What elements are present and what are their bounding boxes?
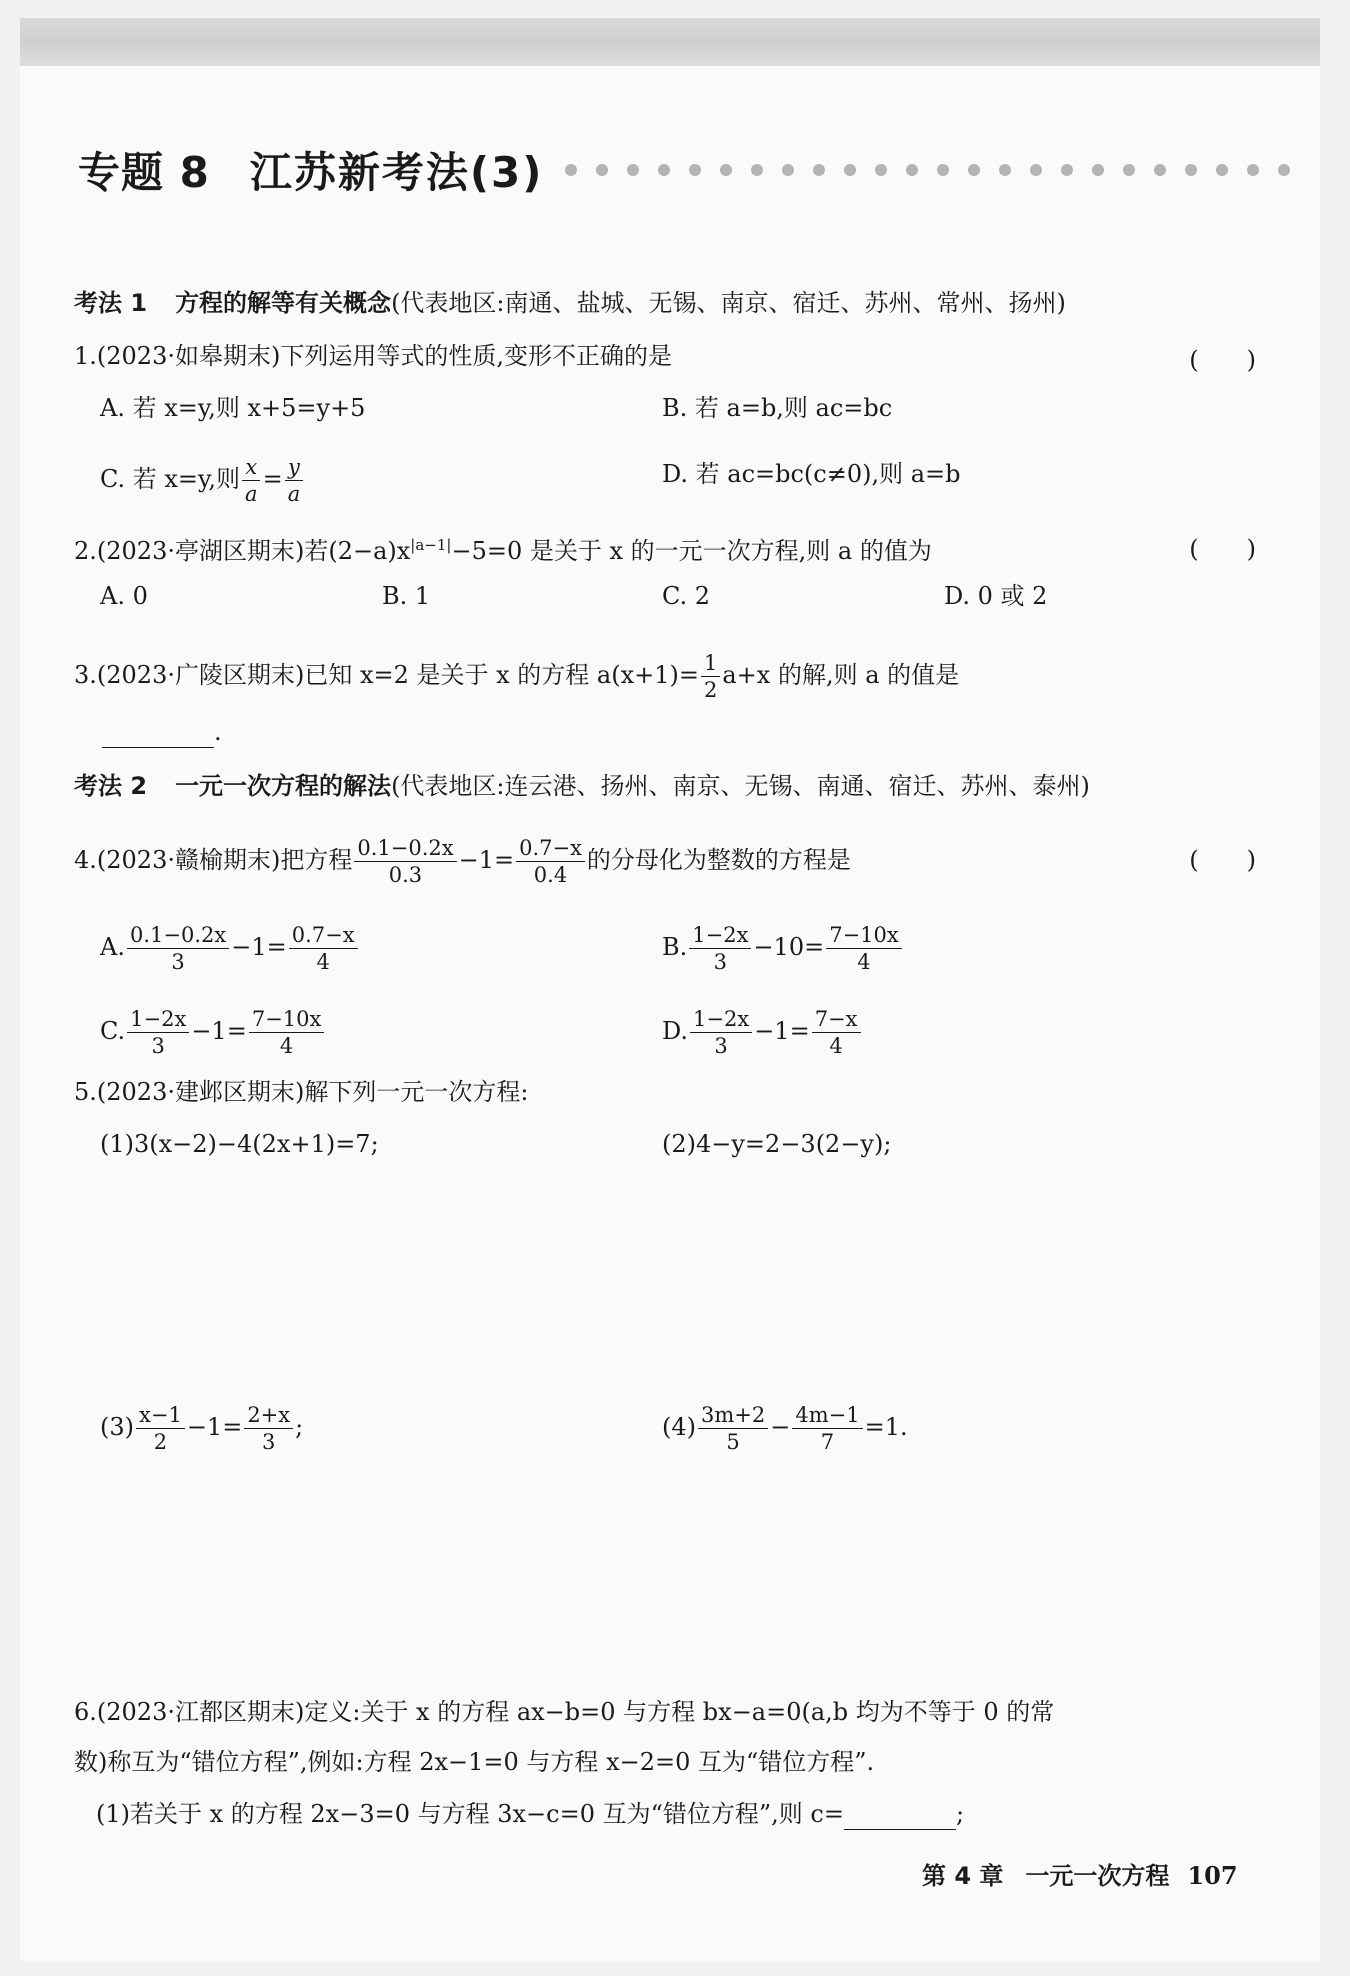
chapter-title: 一元一次方程 [1025,1862,1170,1890]
section-name: 方程的解等有关概念 [175,289,392,317]
question-6-line-2: 数)称互为“错位方程”,例如:方程 2x−1=0 与方程 x−2=0 互为“错位方程”. [74,1748,875,1776]
fraction: $\frac{2+x}{3}$ [244,1402,293,1455]
fraction: $\frac{4m-1}{7}$ [792,1402,862,1455]
question-6-part-1: (1)若关于 x 的方程 2x−3=0 与方程 3x−c=0 互为“错位方程”,则 c= ; [96,1800,965,1828]
q4-option-a[interactable]: A. $\frac{0.1-0.2x}{3}$ −1= $\frac{0.7-x}{4}$ [100,922,360,975]
q4-option-b[interactable]: B. $\frac{1-2x}{3}$ −10= $\frac{7-10x}{4}$ [662,922,904,975]
question-1-stem: 1.(2023·如皋期末)下列运用等式的性质,变形不正确的是 [74,342,672,370]
q1-option-b[interactable]: B. 若 a=b,则 ac=bc [662,394,893,422]
question-5-stem: 5.(2023·建邺区期末)解下列一元一次方程: [74,1078,529,1106]
q1-option-c-text: C. 若 x=y,则 [100,465,241,493]
fraction: $\frac{0.1-0.2x}{3}$ [127,922,229,975]
answer-paren-q1[interactable]: ( ) [1189,346,1256,374]
section-regions: (代表地区:南通、盐城、无锡、南京、宿迁、苏州、常州、扬州) [391,289,1066,317]
question-3-stem: 3.(2023·广陵区期末)已知 x=2 是关于 x 的方程 a(x+1)= $\frac{1}{2}$ a+x 的解,则 a 的值是 [74,651,960,702]
exponent: |a−1| [410,536,452,554]
answer-blank[interactable] [844,1805,956,1830]
answer-blank[interactable] [102,723,214,748]
q5-part-4: (4) $\frac{3m+2}{5}$ − $\frac{4m-1}{7}$ =1. [662,1403,908,1454]
q1-option-a[interactable]: A. 若 x=y,则 x+5=y+5 [100,394,366,422]
fraction: $\frac{1-2x}{3}$ [689,922,751,975]
fraction: $\frac{1-2x}{3}$ [690,1006,752,1059]
section-regions: (代表地区:连云港、扬州、南京、无锡、南通、宿迁、苏州、泰州) [391,772,1090,800]
section-label: 考法 1 [74,289,148,317]
answer-paren-q2[interactable]: ( ) [1189,535,1256,563]
fraction: $\frac{x-1}{2}$ [136,1402,185,1455]
top-scan-band [20,18,1320,66]
topic-title-row [78,140,1290,200]
fraction: $\frac{7-10x}{4}$ [826,922,902,975]
title-dot-leader [565,164,1290,176]
fraction: $\frac{7-10x}{4}$ [249,1006,325,1059]
chapter-label: 第 4 章 [922,1862,1004,1890]
question-4-stem: 4.(2023·赣榆期末)把方程 $\frac{0.1-0.2x}{0.3}$ −1= $\frac{0.7-x}{0.4}$ 的分母化为整数的方程是 [74,836,851,887]
fraction: $\frac{y}{a}$ [285,454,304,507]
q2-option-d[interactable]: D. 0 或 2 [944,582,1048,610]
question-2-stem: 2.(2023·亭湖区期末)若$(2-a)x^{|a-1|}-5=0$ 是关于 x 的一元一次方程,则 a 的值为 [74,536,932,565]
q5-part-1: (1)3(x−2)−4(2x+1)=7; [100,1130,379,1158]
q5-part-2: (2)4−y=2−3(2−y); [662,1130,892,1158]
q4-option-d[interactable]: D. $\frac{1-2x}{3}$ −1= $\frac{7-x}{4}$ [662,1006,863,1059]
topic-number: 专题 8 [78,148,210,197]
answer-paren-q4[interactable]: ( ) [1189,846,1256,874]
fraction: $\frac{x}{a}$ [242,454,261,507]
q2-option-a[interactable]: A. 0 [100,582,148,610]
q3-answer-line[interactable]: . [102,716,222,748]
fraction: $\frac{1-2x}{3}$ [127,1006,189,1059]
section-heading-1 [74,287,1066,319]
q1-option-d[interactable]: D. 若 ac=bc(c≠0),则 a=b [662,460,961,488]
q4-option-c[interactable]: C. $\frac{1-2x}{3}$ −1= $\frac{7-10x}{4}$ [100,1006,326,1059]
fraction: $\frac{0.7-x}{4}$ [289,922,358,975]
q2-option-c[interactable]: C. 2 [662,582,711,610]
page-number: 107 [1187,1861,1238,1890]
fraction: $\frac{7-x}{4}$ [812,1006,861,1059]
fraction: $\frac{1}{2}$ [701,650,720,703]
q1-option-c[interactable]: C. 若 x=y,则 $\frac{x}{a}$ = $\frac{y}{a}$ [100,454,305,507]
section-label: 考法 2 [74,772,148,800]
fraction: $\frac{0.1-0.2x}{0.3}$ [354,835,456,888]
fraction: $\frac{0.7-x}{0.4}$ [516,835,585,888]
question-6-line-1: 6.(2023·江都区期末)定义:关于 x 的方程 ax−b=0 与方程 bx−a=0(a,b 均为不等于 0 的常 [74,1698,1055,1726]
section-name: 一元一次方程的解法 [175,772,392,800]
topic-title: 江苏新考法(3) [249,148,544,197]
q2-option-b[interactable]: B. 1 [382,582,431,610]
fraction: $\frac{3m+2}{5}$ [698,1402,768,1455]
q5-part-3: (3) $\frac{x-1}{2}$ −1= $\frac{2+x}{3}$ ; [100,1403,304,1454]
page-footer [922,1856,1238,1891]
section-heading-2 [74,770,1090,802]
